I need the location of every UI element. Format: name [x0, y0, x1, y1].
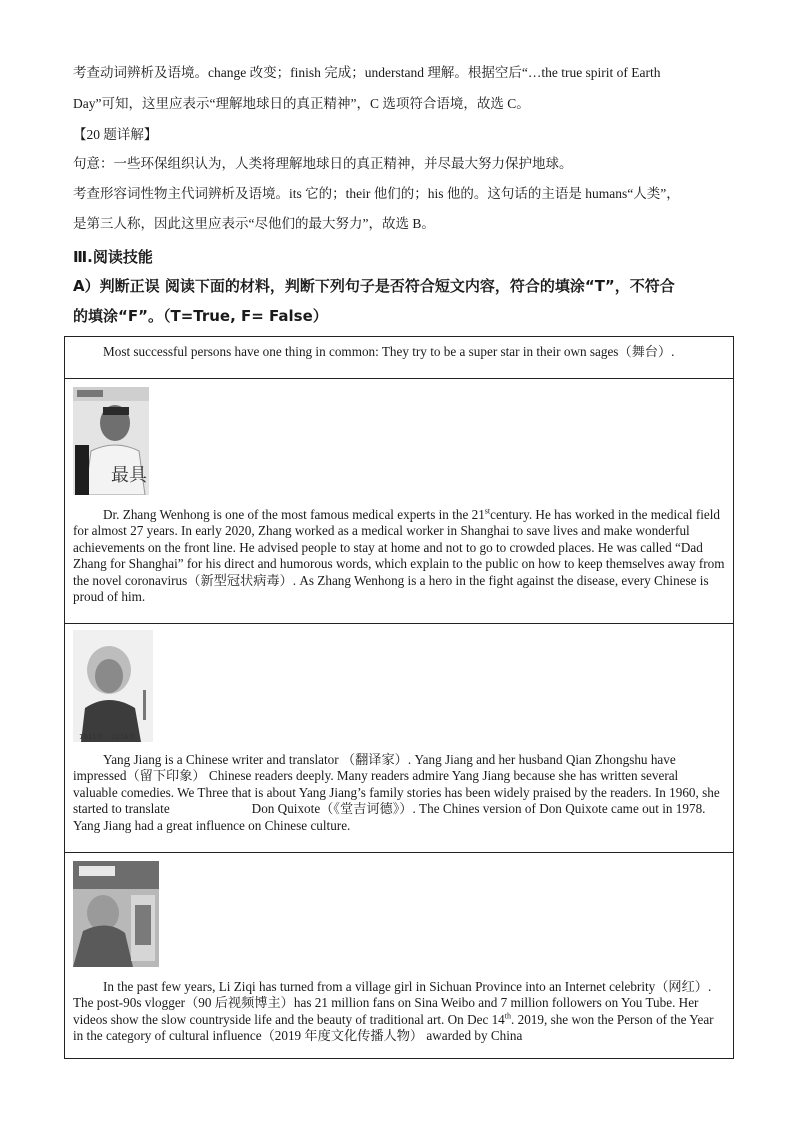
zhang-text-part-2: century. He has worked in the medical field for almost 27 years. In early 2020, Zhang worked as a medical worker in Shanghai to save lives and make wonderful achievements on the front line. He advised people to stay at home and not to go to crowded places. He was called “Dad Zhang for Shanghai” for his direct and humorous words, which explain to the public on how to keep themselves away from the novel coronavirus（新型冠状病毒）. As Zhang Wenhong is a hero in the fight against the disease, every Chinese is proud of him.	[73, 507, 725, 605]
q20-explanation-line-1: 考查形容词性物主代词辨析及语境。its 它的；their 他们的；his 他的。这句话的主语是 humans“人类”，	[73, 186, 680, 201]
instruction-line-1: A）判断正误 阅读下面的材料，判断下列句子是否符合短文内容，符合的填涂“T”，不符合	[73, 277, 675, 295]
passage-intro-text: Most successful persons have one thing in common: They try to be a super star in their own sages（舞台）.	[103, 344, 675, 359]
zhang-text-part-1: Dr. Zhang Wenhong is one of the most famous medical experts in the 21	[103, 507, 485, 522]
li-row	[65, 853, 734, 1059]
yang-photo-caption: 1911年 - 2016年	[79, 733, 136, 741]
li-text-part-1: In the past few years, Li Ziqi has turned from a village girl in Sichuan Province into an Internet celebrity（网红）. The post-90s vlogger（90 后视频博主）has 21 million fans on Sina Weibo and 7 million followers on You Tube. Her videos show the slow countryside life and the beauty of traditional art. On Dec 14	[73, 979, 712, 1027]
li-paragraph	[73, 979, 725, 1045]
yang-text-part-2: Don Quixote（《堂吉诃德》）. The Chines version of Don Quixote came out in 1978. Yang Jiang had a great influence on Chinese culture.	[73, 801, 706, 833]
q20-explanation-line-2: 是第三人称，因此这里应表示“尽他们的最大努力”，故选 B。	[73, 216, 435, 231]
zhang-photo-caption: 最具	[111, 465, 147, 486]
yang-jiang-photo	[73, 630, 153, 742]
li-ziqi-photo	[73, 861, 159, 967]
intro-line-2: Day”可知，这里应表示“理解地球日的真正精神”，C 选项符合语境，故选 C。	[73, 96, 530, 111]
q20-sentence-meaning: 句意：一些环保组织认为，人类将理解地球日的真正精神，并尽最大努力保护地球。	[73, 156, 573, 171]
q20-heading: 【20 题详解】	[73, 127, 158, 142]
passage-intro-row	[65, 337, 734, 379]
zhang-paragraph	[73, 507, 725, 605]
yang-paragraph	[73, 752, 725, 834]
yang-text-part-1: Yang Jiang is a Chinese writer and translator （翻译家）. Yang Jiang and her husband Qian Zhongshu have impressed（留下印象） Chinese readers deeply. Many readers admire Yang Jiang because she has written several valuable comedies. We Three that is about Yang Jiang’s family stories has been widely praised by the readers. In 1960, she started to translate	[73, 752, 720, 817]
zhang-wenhong-photo	[73, 387, 149, 495]
li-sup: th	[504, 1011, 512, 1021]
section-title: Ⅲ.阅读技能	[73, 248, 153, 266]
zhang-row	[65, 379, 734, 624]
li-text-part-2: . 2019, she won the Person of the Year in the category of cultural influence（2019 年度文化传播人物） awarded by China	[73, 1011, 714, 1044]
intro-line-1: 考查动词辨析及语境。change 改变；finish 完成；understand 理解。根据空后“…the true spirit of Earth	[73, 65, 661, 80]
zhang-sup: st	[484, 506, 491, 516]
instruction-line-2: 的填涂“F”。（T=True, F= False）	[73, 307, 328, 325]
yang-row	[65, 624, 734, 853]
reading-passage-table	[64, 336, 734, 1059]
